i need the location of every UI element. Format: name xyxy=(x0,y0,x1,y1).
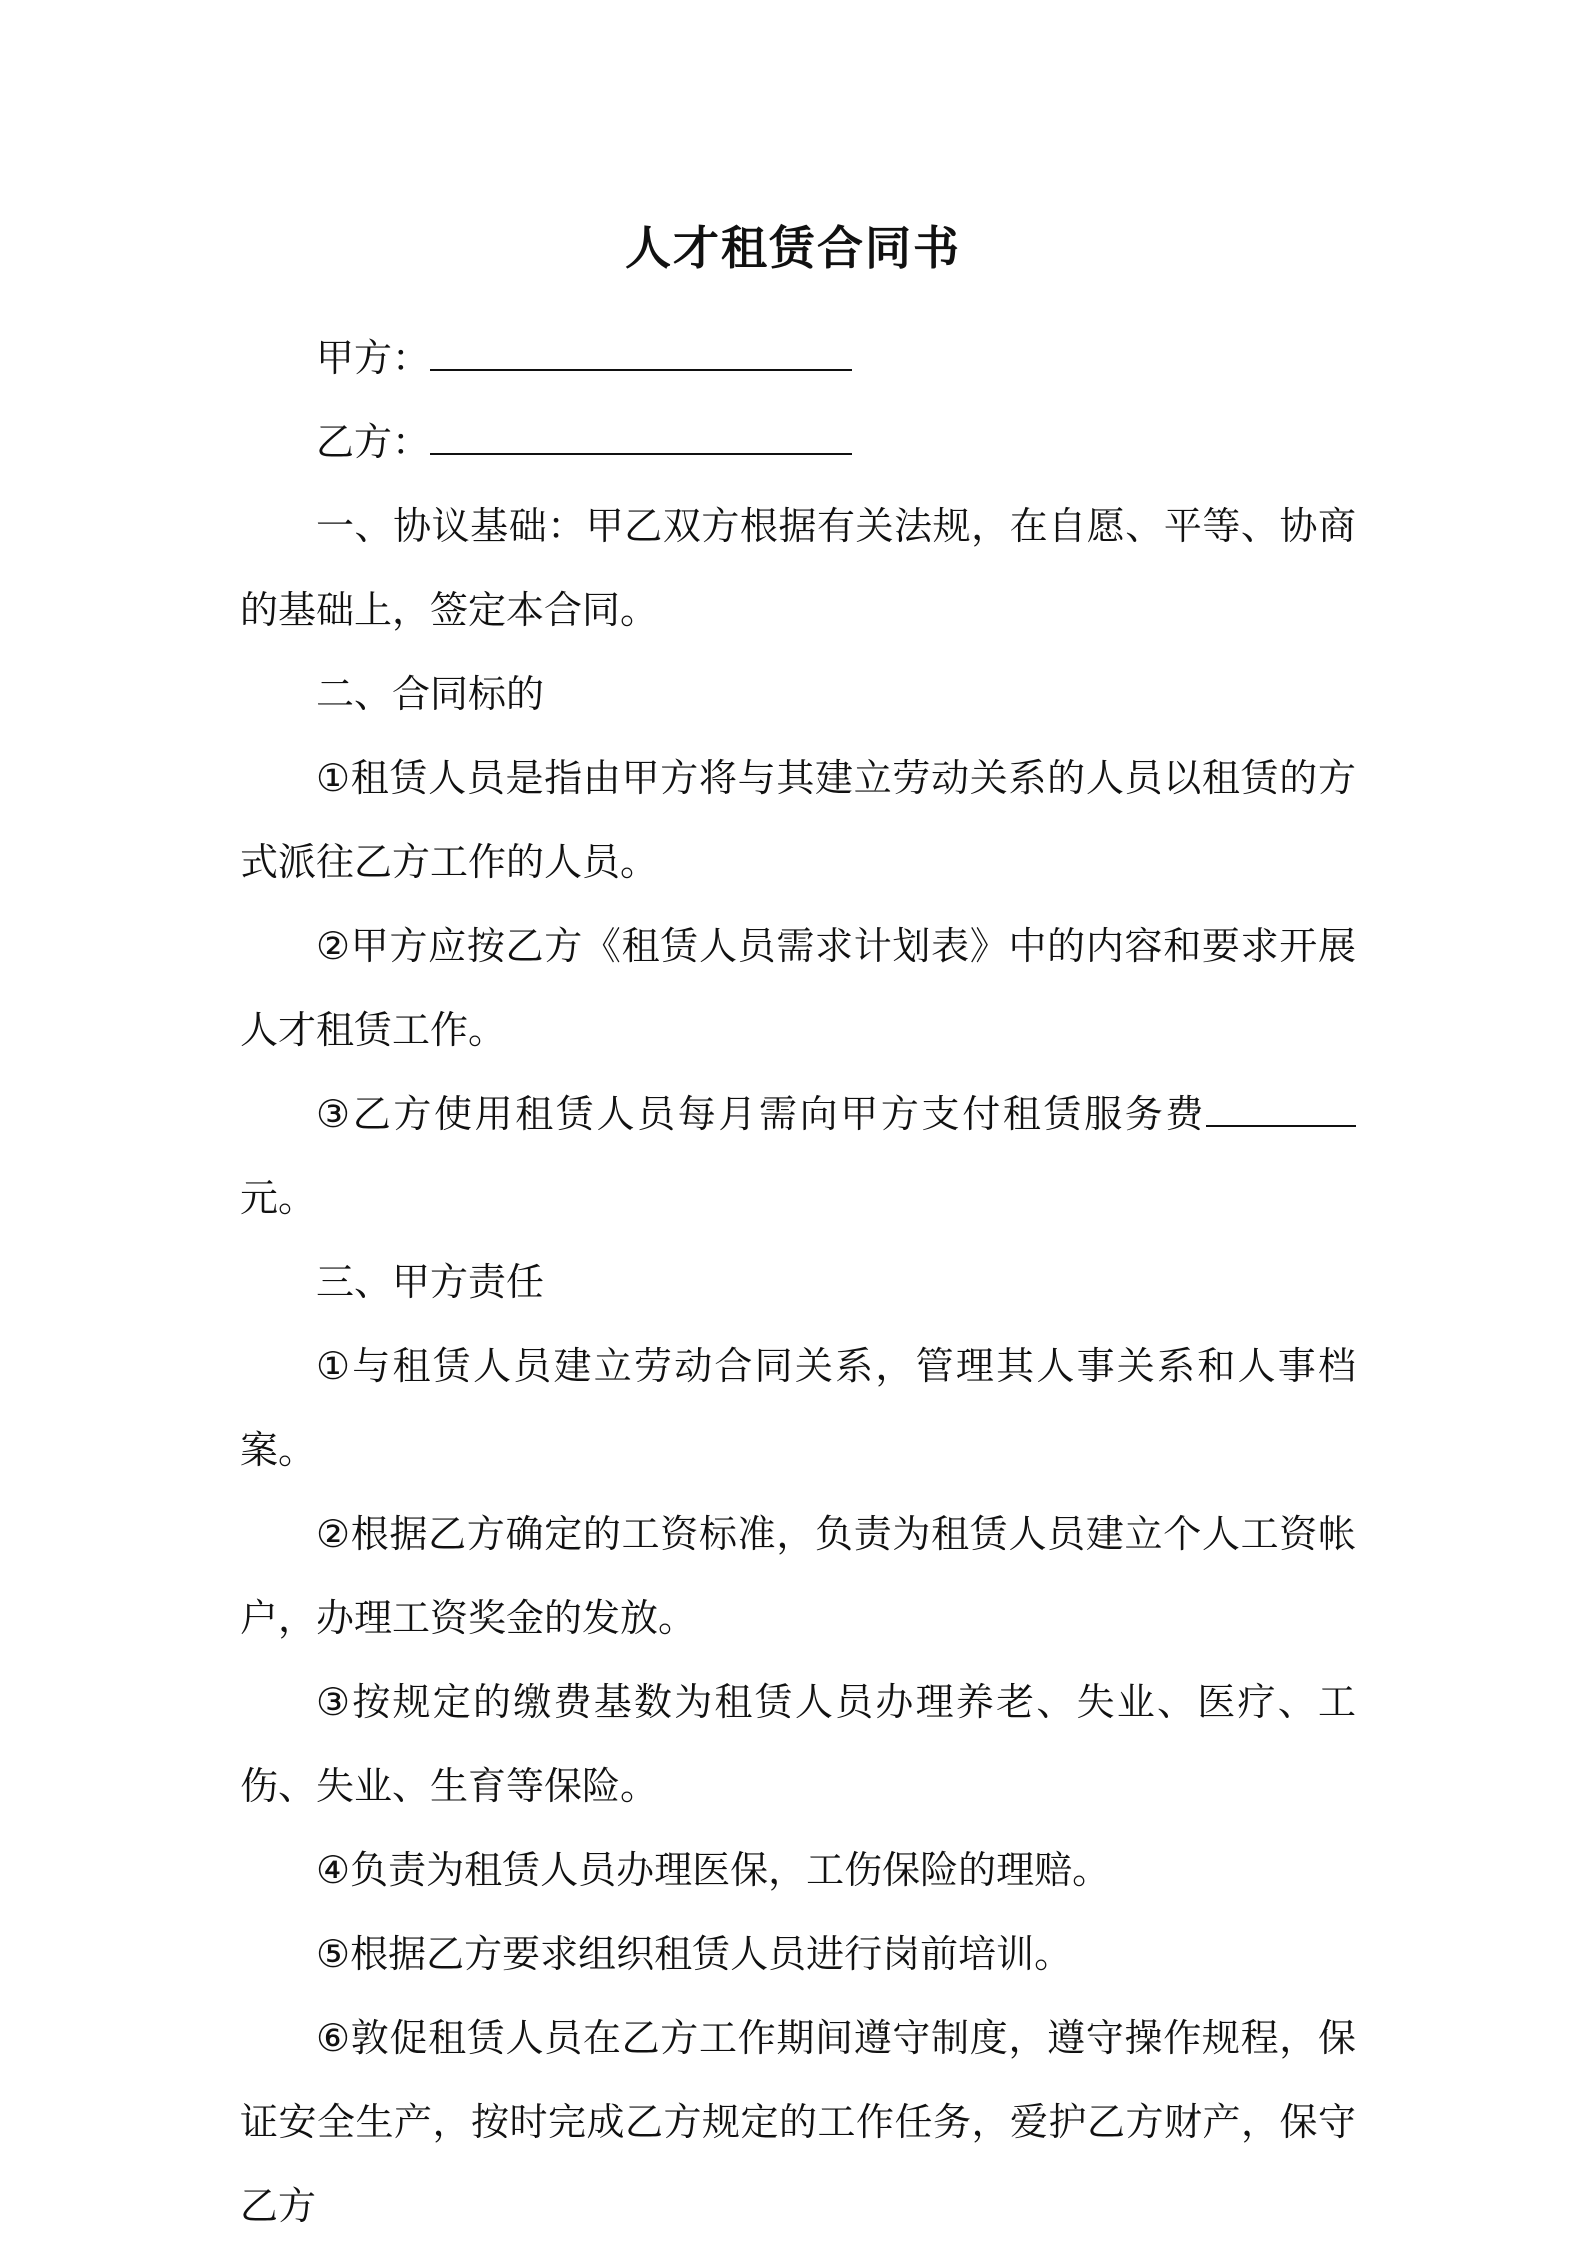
paragraph-agreement-basis: 一、协议基础：甲乙双方根据有关法规，在自愿、平等、协商的基础上，签定本合同。 xyxy=(240,504,1356,632)
party-a-label: 甲方： xyxy=(316,336,431,380)
paragraph-subject-3 xyxy=(240,1072,1356,1240)
fee-line-suffix: 元。 xyxy=(240,1176,317,1220)
paragraph-responsibility-5: ⑤根据乙方要求组织租赁人员进行岗前培训。 xyxy=(316,1932,1073,1976)
document-body xyxy=(240,316,1356,2248)
paragraph-responsibility-3: ③按规定的缴费基数为租赁人员办理养老、失业、医疗、工伤、失业、生育等保险。 xyxy=(240,1680,1356,1808)
paragraph-responsibility-6: ⑥敦促租赁人员在乙方工作期间遵守制度，遵守操作规程，保证安全生产，按时完成乙方规定的工作任务，爱护乙方财产，保守乙方 xyxy=(240,2016,1356,2228)
party-b-label: 乙方： xyxy=(316,420,431,464)
heading-contract-subject: 二、合同标的 xyxy=(316,672,545,716)
paragraph-subject-1: ①租赁人员是指由甲方将与其建立劳动关系的人员以租赁的方式派往乙方工作的人员。 xyxy=(240,756,1356,884)
paragraph-responsibility-2: ②根据乙方确定的工资标准，负责为租赁人员建立个人工资帐户，办理工资奖金的发放。 xyxy=(240,1512,1356,1640)
paragraph-responsibility-4: ④负责为租赁人员办理医保，工伤保险的理赔。 xyxy=(316,1848,1111,1892)
party-b-line xyxy=(240,400,1356,484)
party-a-line xyxy=(240,316,1356,400)
document-title: 人才租赁合同书 xyxy=(625,221,961,275)
heading-party-a-responsibility: 三、甲方责任 xyxy=(316,1260,545,1304)
party-a-blank xyxy=(430,339,852,371)
party-b-blank xyxy=(430,423,852,455)
paragraph-responsibility-1: ①与租赁人员建立劳动合同关系，管理其人事关系和人事档案。 xyxy=(240,1344,1356,1472)
fee-amount-blank xyxy=(1206,1095,1356,1127)
fee-line-prefix: ③乙方使用租赁人员每月需向甲方支付租赁服务费 xyxy=(316,1092,1206,1136)
paragraph-subject-2: ②甲方应按乙方《租赁人员需求计划表》中的内容和要求开展人才租赁工作。 xyxy=(240,924,1356,1052)
